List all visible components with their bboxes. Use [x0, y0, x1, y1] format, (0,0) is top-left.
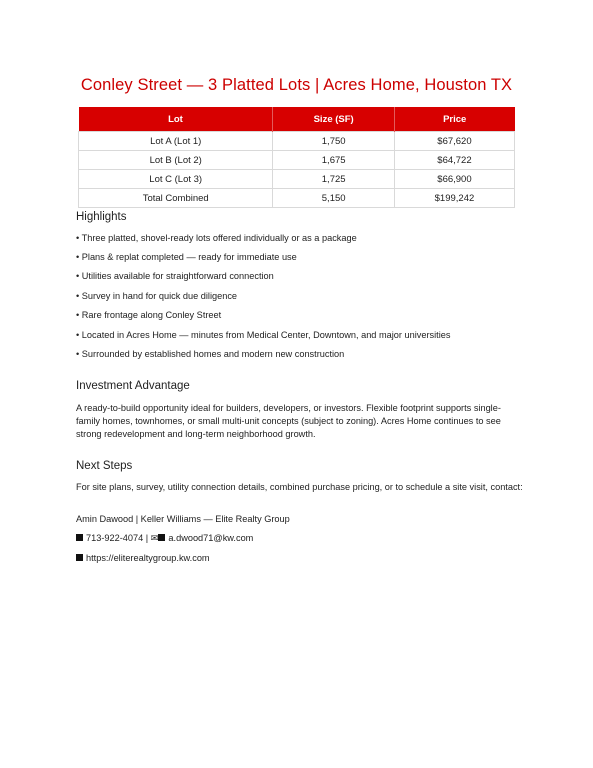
- table-cell: Lot A (Lot 1): [79, 132, 273, 151]
- table-cell: 5,150: [273, 189, 394, 208]
- highlights-heading: Highlights: [76, 211, 127, 223]
- table-cell: $66,900: [394, 170, 514, 189]
- page-title: Conley Street — 3 Platted Lots | Acres Home, Houston TX: [80, 76, 513, 94]
- website-line: [76, 553, 536, 563]
- website-link[interactable]: https://eliterealtygroup.kw.com: [86, 553, 210, 563]
- highlight-item: • Three platted, shovel-ready lots offered individually or as a package: [76, 233, 357, 243]
- lots-table: [78, 107, 515, 208]
- globe-icon: [76, 554, 83, 561]
- contact-email[interactable]: a.dwood71@kw.com: [168, 533, 254, 543]
- investment-heading: Investment Advantage: [76, 380, 190, 392]
- highlight-item: • Survey in hand for quick due diligence: [76, 291, 238, 301]
- table-cell: $67,620: [394, 132, 514, 151]
- table-row: [79, 151, 515, 170]
- table-cell: Total Combined: [79, 189, 273, 208]
- contact-separator: | ✉: [143, 533, 159, 543]
- contact-name: Amin Dawood | Keller Williams — Elite Realty Group: [76, 514, 290, 524]
- table-cell: $64,722: [394, 151, 514, 170]
- column-header-price: Price: [394, 107, 514, 132]
- table-cell: 1,725: [273, 170, 394, 189]
- table-row: [79, 170, 515, 189]
- next-steps-paragraph: For site plans, survey, utility connection details, combined purchase pricing, or to schedule a site visit, contact:: [76, 482, 523, 492]
- table-cell: Lot C (Lot 3): [79, 170, 273, 189]
- table-cell: Lot B (Lot 2): [79, 151, 273, 170]
- table-header-row: [79, 107, 515, 132]
- contact-line: [76, 533, 536, 544]
- highlight-item: • Utilities available for straightforward connection: [76, 271, 274, 281]
- table-cell: 1,750: [273, 132, 394, 151]
- table-row-total: [79, 189, 515, 208]
- phone-icon: [76, 534, 83, 541]
- next-steps-heading: Next Steps: [76, 460, 133, 472]
- table-cell: 1,675: [273, 151, 394, 170]
- email-icon: [158, 534, 165, 541]
- highlight-item: • Rare frontage along Conley Street: [76, 310, 222, 320]
- highlight-item: • Located in Acres Home — minutes from Medical Center, Downtown, and major universities: [76, 330, 451, 340]
- column-header-size: Size (SF): [273, 107, 394, 132]
- investment-paragraph: A ready-to-build opportunity ideal for builders, developers, or investors. Flexible footprint supports single-family homes, townhomes, or small multi-unit concepts (subject to zoning). Acres Home continues to see strong redevelopment and long-term neighborhood growth.: [76, 403, 501, 440]
- highlight-item: • Plans & replat completed — ready for immediate use: [76, 252, 297, 262]
- column-header-lot: Lot: [79, 107, 273, 132]
- contact-phone[interactable]: 713-922-4074: [86, 533, 144, 543]
- highlight-item: • Surrounded by established homes and modern new construction: [76, 349, 345, 359]
- table-cell: $199,242: [394, 189, 514, 208]
- table-row: [79, 132, 515, 151]
